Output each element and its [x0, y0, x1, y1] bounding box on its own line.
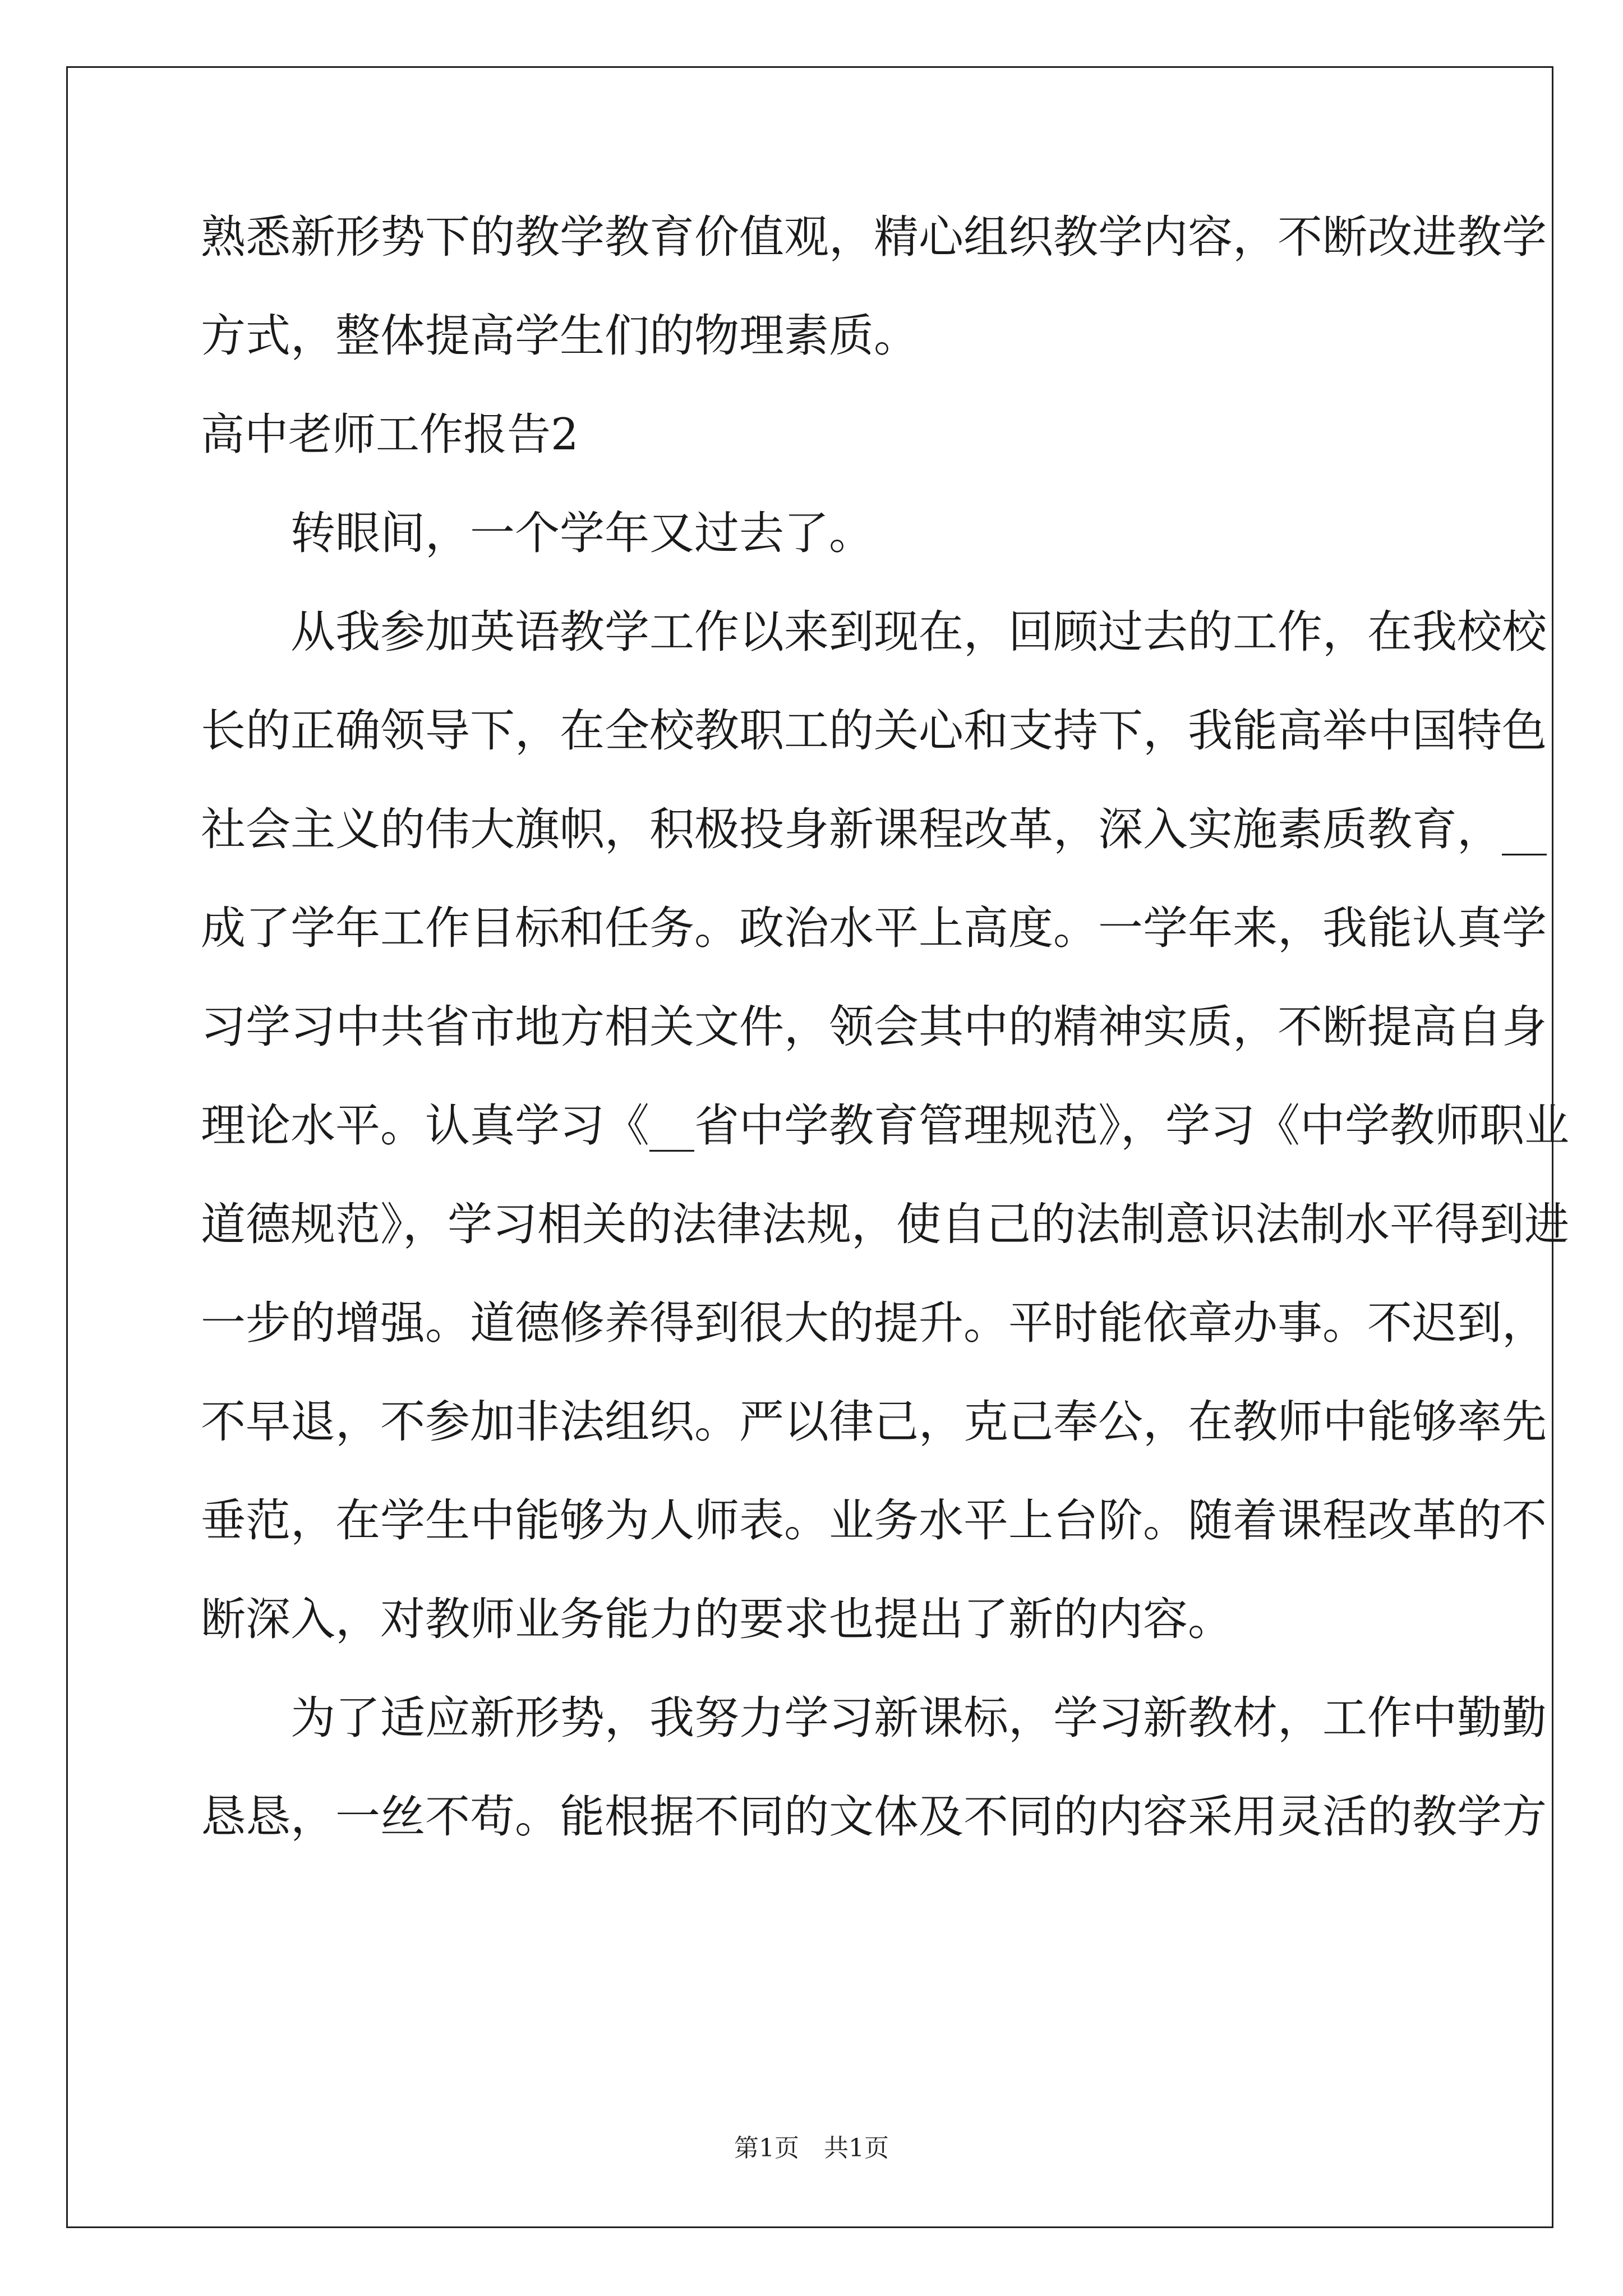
text-line-5: 从我参加英语教学工作以来到现在，回顾过去的工作，在我校校 [201, 606, 1547, 658]
text-line-15: 断深入，对教师业务能力的要求也提出了新的内容。 [201, 1593, 1233, 1645]
text-line-12: 一步的增强。道德修养得到很大的提升。平时能依章办事。不迟到， [201, 1297, 1547, 1349]
page-footer: 第1页 共1页 [734, 2134, 889, 2162]
text-line-11: 道德规范》，学习相关的法律法规，使自己的法制意识法制水平得到进 [201, 1198, 1569, 1250]
text-line-6: 长的正确领导下，在全校教职工的关心和支持下，我能高举中国特色 [201, 705, 1547, 757]
text-line-2: 方式，整体提高学生们的物理素质。 [201, 310, 919, 362]
text-line-9: 习学习中共省市地方相关文件，领会其中的精神实质，不断提高自身 [201, 1001, 1547, 1053]
text-line-7: 社会主义的伟大旗帜，积极投身新课程改革，深入实施素质教育，__ [201, 803, 1547, 855]
text-line-10: 理论水平。认真学习《__省中学教育管理规范》，学习《中学教师职业 [201, 1099, 1569, 1152]
text-line-16: 为了适应新形势，我努力学习新课标，学习新教材，工作中勤勤 [201, 1692, 1547, 1744]
section-heading: 高中老师工作报告2 [201, 409, 579, 460]
text-line-13: 不早退，不参加非法组织。严以律己，克己奉公，在教师中能够率先 [201, 1396, 1547, 1448]
text-line-17: 恳恳，一丝不苟。能根据不同的文体及不同的内容采用灵活的教学方 [201, 1791, 1547, 1843]
text-line-14: 垂范，在学生中能够为人师表。业务水平上台阶。随着课程改革的不 [201, 1494, 1547, 1547]
text-line-1: 熟悉新形势下的教学教育价值观，精心组织教学内容，不断改进教学 [201, 211, 1547, 263]
text-line-4: 转眼间，一个学年又过去了。 [201, 507, 874, 559]
text-line-8: 成了学年工作目标和任务。政治水平上高度。一学年来，我能认真学 [201, 902, 1547, 954]
